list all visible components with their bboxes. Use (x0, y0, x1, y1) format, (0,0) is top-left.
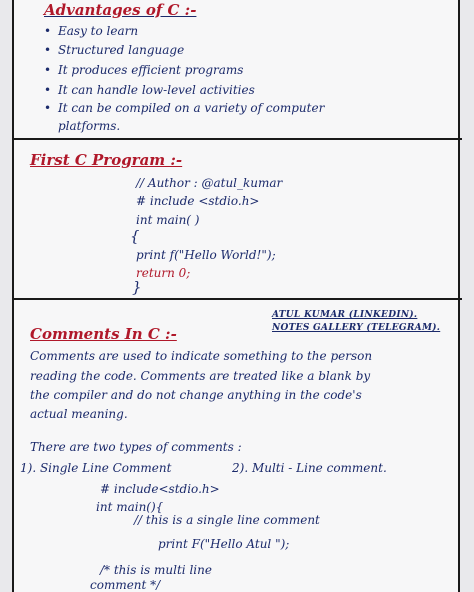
credit-linkedin: ATUL KUMAR (LINKEDIN). (272, 310, 418, 320)
comment-types-intro: There are two types of comments : (30, 440, 242, 454)
first-program-title: First C Program :- (30, 151, 183, 169)
code-line-close-brace: } (132, 278, 142, 296)
advantage-item: • Structured language (58, 43, 184, 57)
comment-type-multi: 2). Multi - Line comment. (232, 461, 387, 475)
code-line-open-brace: { (130, 227, 140, 245)
comments-title: Comments In C :- (30, 325, 177, 343)
comments-paragraph-line: Comments are used to indicate something to the person (30, 349, 373, 363)
section-divider-2 (12, 298, 462, 300)
advantage-item: • It can handle low-level activities (58, 83, 255, 97)
advantage-item: • Easy to learn (58, 24, 138, 38)
comment-type-single: 1). Single Line Comment (20, 461, 172, 475)
comments-paragraph-line: the compiler and do not change anything in the code's (30, 388, 362, 402)
advantages-title: Advantages of C :- (44, 1, 197, 19)
comments-paragraph-line: actual meaning. (30, 407, 128, 421)
code-line-author: // Author : @atul_kumar (136, 176, 283, 190)
comments-code-multi-comment-end: comment */ (90, 578, 161, 592)
comments-code-single-comment: // this is a single line comment (134, 513, 320, 527)
comments-code-include: # include<stdio.h> (100, 482, 220, 496)
advantage-item-continued: platforms. (58, 119, 121, 133)
section-divider-1 (12, 138, 462, 140)
code-line-main: int main( ) (136, 213, 200, 227)
comments-code-printf: print F("Hello Atul "); (158, 537, 290, 551)
comments-paragraph-line: reading the code. Comments are treated like a blank by (30, 369, 371, 383)
code-line-include: # include <stdio.h> (136, 194, 260, 208)
advantage-item: • It produces efficient programs (58, 63, 243, 77)
comments-code-multi-comment-start: /* this is multi line (100, 563, 212, 577)
comments-code-main: int main(){ (96, 500, 164, 514)
advantage-item: • It can be compiled on a variety of computer (58, 101, 324, 115)
code-line-printf: print f("Hello World!"); (136, 248, 276, 262)
code-line-return: return 0; (136, 266, 191, 280)
credit-telegram: NOTES GALLERY (TELEGRAM). (272, 323, 441, 333)
